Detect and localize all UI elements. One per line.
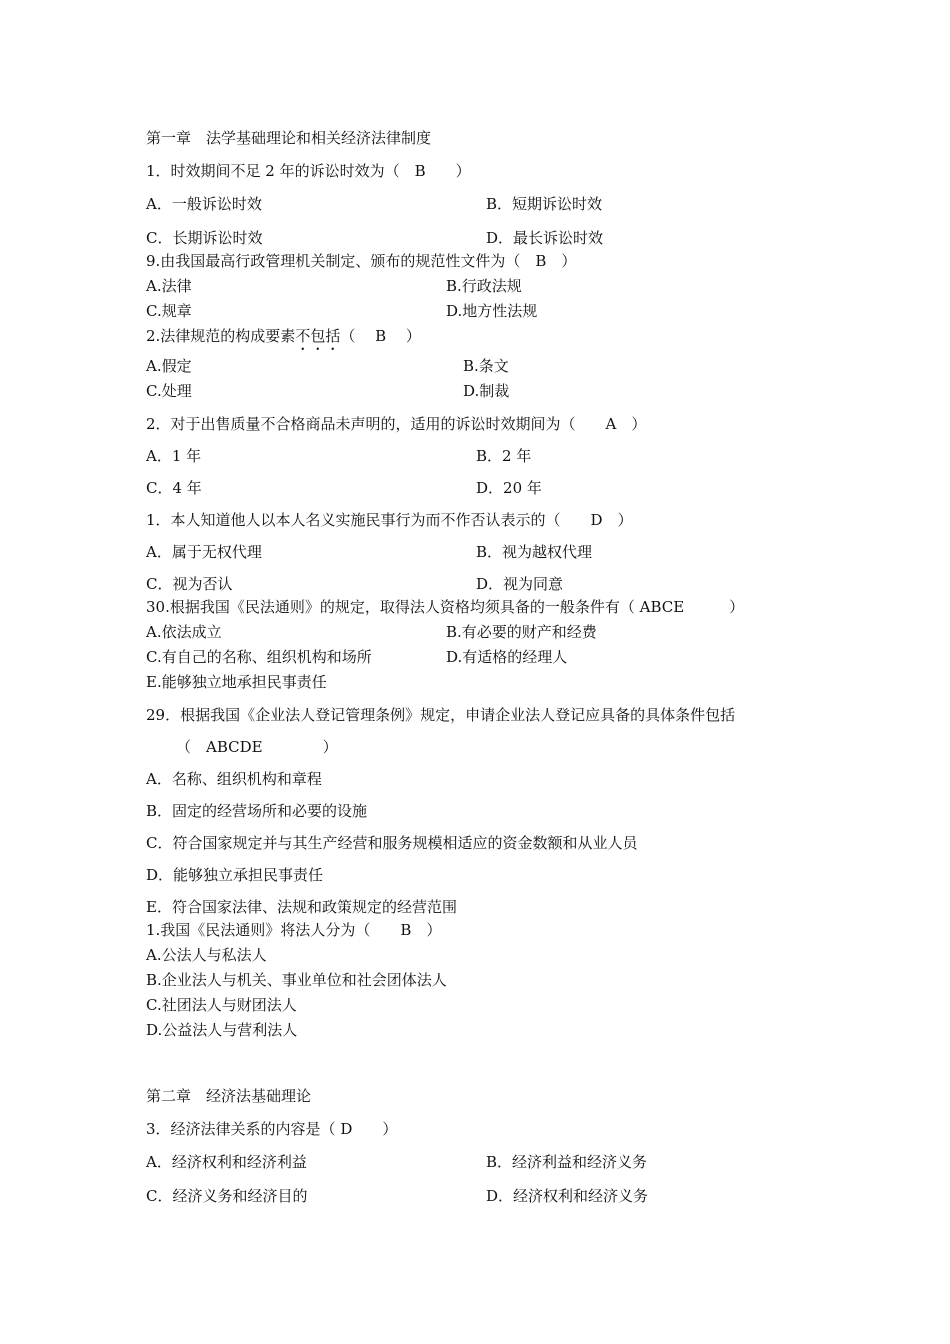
q2-option-d: D.地方性法规 [446,302,538,320]
q2-stem: 9.由我国最高行政管理机关制定、颁布的规范性文件为（ B ） [146,252,577,270]
q6-option-a: A.依法成立 [146,623,222,641]
q8-option-b: B.企业法人与机关、事业单位和社会团体法人 [146,971,447,989]
q7-option-a: A．名称、组织机构和章程 [146,770,322,788]
q3-option-a: A.假定 [146,357,192,375]
chapter1-title: 第一章 法学基础理论和相关经济法律制度 [146,129,432,147]
q4-stem: 2．对于出售质量不合格商品未声明的，适用的诉讼时效期间为（ A ） [146,415,647,433]
ch2-q1-option-b: B．经济利益和经济义务 [486,1153,648,1171]
q2-option-c: C.规章 [146,302,192,320]
ch2-q1-option-c: C．经济义务和经济目的 [146,1187,308,1205]
q1-option-a: A．一般诉讼时效 [146,195,262,213]
chapter2-title: 第二章 经济法基础理论 [146,1087,312,1105]
q6-option-d: D.有适格的经理人 [446,648,568,666]
q3-option-c: C.处理 [146,382,192,400]
q5-option-c: C．视为否认 [146,575,233,593]
q8-option-c: C.社团法人与财团法人 [146,996,297,1014]
q7-option-e: E．符合国家法律、法规和政策规定的经营范围 [146,898,457,916]
q5-option-a: A．属于无权代理 [146,543,262,561]
q6-option-e: E.能够独立地承担民事责任 [146,673,327,691]
q3-option-d: D.制裁 [463,382,510,400]
q6-stem: 30.根据我国《民法通则》的规定，取得法人资格均须具备的一般条件有（ ABCE ） [146,598,745,616]
q7-option-d: D．能够独立承担民事责任 [146,866,324,884]
q8-stem: 1.我国《民法通则》将法人分为（ B ） [146,921,442,939]
q1-option-b: B．短期诉讼时效 [486,195,603,213]
q7-option-b: B．固定的经营场所和必要的设施 [146,802,368,820]
q8-option-d: D.公益法人与营利法人 [146,1021,298,1039]
q3-stem-post: （ B ） [340,327,421,345]
q6-option-c: C.有自己的名称、组织机构和场所 [146,648,372,666]
q1-stem: 1．时效期间不足 2 年的诉讼时效为（ B ） [146,162,471,180]
q7-stem: 29．根据我国《企业法人登记管理条例》规定，申请企业法人登记应具备的具体条件包括 [146,706,736,724]
q6-option-b: B.有必要的财产和经费 [446,623,597,641]
q7-option-c: C．符合国家规定并与其生产经营和服务规模相适应的资金数额和从业人员 [146,834,638,852]
ch2-q1-option-d: D．经济权利和经济义务 [486,1187,649,1205]
q4-option-d: D．20 年 [476,479,542,497]
ch2-q1-option-a: A．经济权利和经济利益 [146,1153,307,1171]
q4-option-a: A．1 年 [146,447,202,465]
ch2-q1-stem: 3．经济法律关系的内容是（ D ） [146,1120,398,1138]
q3-stem-pre: 2.法律规范的构成要素 [146,327,296,345]
q4-option-c: C．4 年 [146,479,202,497]
q4-option-b: B．2 年 [476,447,532,465]
q7-stem-answer: （ ABCDE ） [176,738,338,756]
q5-stem: 1．本人知道他人以本人名义实施民事行为而不作否认表示的（ D ） [146,511,633,529]
q2-option-b: B.行政法规 [446,277,522,295]
q5-option-d: D．视为同意 [476,575,564,593]
q3-stem-emphasis: 不包括 [295,327,341,345]
q8-option-a: A.公法人与私法人 [146,946,267,964]
q1-option-d: D．最长诉讼时效 [486,229,604,247]
q1-option-c: C．长期诉讼时效 [146,229,263,247]
q2-option-a: A.法律 [146,277,192,295]
q3-option-b: B.条文 [463,357,509,375]
q5-option-b: B．视为越权代理 [476,543,593,561]
q3-stem [146,326,421,354]
